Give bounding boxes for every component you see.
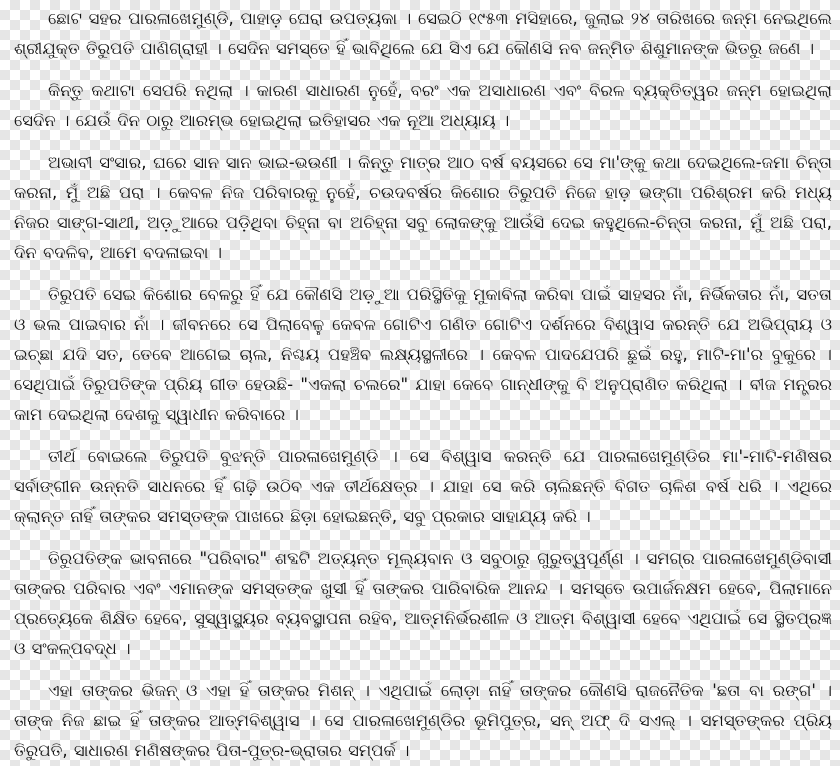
paragraph-4: ତିରୁପତି ସେଇ କିଶୋର ବେଳରୁ ହିଁ ଯେ କୌଣସି ଅଡ଼ୁଆ ପରିସ୍ଥିତିକୁ ମୁକାବିଲା କରିବା ପାଇଁ ସାହସର ନାଁ, ନିର୍ଭିକତାର ନାଁ, ସତତା ଓ ଭଲ ପାଇବାର ନାଁ । ଜୀବନରେ ସେ ପିଲାବେଳୁ କେବଳ ଗୋଟିଏ ଗଣିତ ଗୋଟିଏ ଦର୍ଶନରେ ବିଶ୍ୱାସ କରନ୍ତି ଯେ ଅଭିପ୍ରାୟ ଓ ଇଚ୍ଛା ଯଦି ସତ, ତେବେ ଆଗେଇ ଚାଲ, ନିଶ୍ଚୟ ପହଞ୍ଚିବ ଲକ୍ଷ୍ୟସ୍ଥଳୀରେ । କେବଳ ପାଦଯେପରି ଛୁଇଁ ରହୁ, ମାଟି-ମା'ର ବୁକୁରେ । ସେଥିପାଇଁ ତିରୁପତିଙ୍କ ପ୍ରିୟ ଗୀତ ହେଉଛି- "ଏକଲା ଚଲରେ" ଯାହା କେବେ ଗାନ୍ଧୀଙ୍କୁ ବି ଅନୁପ୍ରାଣିତ କରିଥିଲା । ବୀଜ ମନ୍ତ୍ରର କାମ ଦେଇଥିଲା ଦେଶକୁ ସ୍ୱାଧୀନ କରିବାରେ । xyxy=(14,285,832,424)
paragraph-7: ଏହା ତାଙ୍କର ଭିଜନ୍ ଓ ଏହା ହିଁ ତାଙ୍କର ମିଶନ୍ । ଏଥିପାଇଁ ଲୋଡ଼ା ନାହିଁ ତାଙ୍କର କୌଣସି ରାଜନୈତିକ 'ଛତା ବା ରଙ୍ଗ' । ତାଙ୍କ ନିଜ ଛାଇ ହିଁ ତାଙ୍କର ଆତ୍ମବିଶ୍ୱାସ । ସେ ପାରଳାଖେମୁଣ୍ଡିର ଭୂମିପୁତ୍ର, ସନ୍ ଅଫ୍ ଦି ସଏଲ୍ । ସମସ୍ତଙ୍କର ପ୍ରିୟ ତିରୁପତି, ସାଧାରଣ ମଣିଷଙ୍କର ପିତା-ପୁତ୍ର-ଭ୍ରାତାର ସମ୍ପର୍କ । xyxy=(14,681,832,760)
paragraph-5: ତୀର୍ଥ ବୋଇଲେ ତିରୁପତି ବୁଝନ୍ତି ପାରଳାଖେମୁଣ୍ଡି । ସେ ବିଶ୍ୱାସ କରନ୍ତି ଯେ ପାରଳାଖେମୁଣ୍ଡିର ମା'-ମାଟି-ମଣିଷର ସର୍ବାଙ୍ଗୀନ ଉନ୍ନତି ସାଧନରେ ହିଁ ଗଢ଼ି ଉଠିବ ଏକ ତୀର୍ଥକ୍ଷେତ୍ର । ଯାହା ସେ କରି ଚାଲିଛନ୍ତି ବିଗତ ଚାଳିଶ ବର୍ଷ ଧରି । ଏଥିରେ କ୍ଲାନ୍ତ ନାହିଁ ତାଙ୍କର ସମସ୍ତଙ୍କ ପାଖରେ ଛିଡ଼ା ହୋଇଛନ୍ତି, ସବୁ ପ୍ରକାର ସାହାଯ୍ୟ କରି । xyxy=(14,447,832,526)
paragraph-3: ଅଭାବୀ ସଂସାର, ଘରେ ସାନ ସାନ ଭାଇ-ଭଉଣୀ । କିନ୍ତୁ ମାତ୍ର ଆଠ ବର୍ଷ ବୟସରେ ସେ ମା'ଙ୍କୁ କଥା ଦେଇଥିଲେ-ଜମା ଚିନ୍ତା କରନା, ମୁଁ ଅଛି ପରା । କେବଳ ନିଜ ପରିବାରକୁ ନୁହେଁ, ଚଉଦବର୍ଷର କିଶୋର ତିରୁପତି ନିଜେ ହାଡ଼ ଭଙ୍ଗା ପରିଶ୍ରମ କରି ମଧ୍ୟ ନିଜର ସାଙ୍ଗ-ସାଥୀ, ଅଡ଼ୁଆରେ ପଡ଼ିଥିବା ଚିହ୍ନା ବା ଅଚିହ୍ନା ସବୁ ଲୋକଙ୍କୁ ଆଉଁସି ଦେଇ କହୁଥିଲେ-ଚିନ୍ତା କରନା, ମୁଁ ଅଛି ପରା, ଦିନ ବଦଳିବ, ଆମେ ବଦଳାଇବା । xyxy=(14,153,832,262)
paragraph-2: କିନ୍ତୁ କଥାଟା ସେପରି ନଥିଲା । କାରଣ ସାଧାରଣ ନୁହେଁ, ବରଂ ଏକ ଅସାଧାରଣ ଏବଂ ବିରଳ ବ୍ୟକ୍ତିତ୍ୱର ଜନ୍ମ ହୋଇଥିଲା ସେଦିନ । ଯେଉଁ ଦିନ ଠାରୁ ଆରମ୍ଭ ହୋଇଥିଲା ଇତିହାସର ଏକ ନୂଆ ଅଧ୍ୟାୟ । xyxy=(14,81,832,130)
paragraph-6: ତିରୁପତିଙ୍କ ଭାବନାରେ "ପରିବାର" ଶବ୍ଦଟି ଅତ୍ୟନ୍ତ ମୂଲ୍ୟବାନ ଓ ସବୁଠାରୁ ଗୁରୁତ୍ୱପୂର୍ଣ୍ଣ । ସମଗ୍ର ପାରଳାଖେମୁଣ୍ଡିବାସୀ ତାଙ୍କର ପରିବାର ଏବଂ ଏମାନଙ୍କ ସମସ୍ତଙ୍କ ଖୁସୀ ହିଁ ତାଙ୍କର ପାରିବାରିକ ଆନନ୍ଦ । ସମସ୍ତେ ଉପାର୍ଜନକ୍ଷମ ହେବେ, ପିଲାମାନେ ପ୍ରତ୍ୟେକେ ଶିକ୍ଷିତ ହେବେ, ସୁସ୍ୱାସ୍ଥ୍ୟର ବ୍ୟବସ୍ଥାପନା ରହିବ, ଆତ୍ମନିର୍ଭରଶୀଳ ଓ ଆତ୍ମ ବିଶ୍ୱାସୀ ହେବେ ଏଥିପାଇଁ ସେ ସ୍ଥିତପ୍ରଜ୍ଞ ଓ ସଂକଳ୍ପବଦ୍ଧ । xyxy=(14,549,832,658)
paragraph-1: ଛୋଟ ସହର ପାରଳାଖେମୁଣ୍ଡି, ପାହାଡ଼ ଘେରା ଉପତ୍ୟକା । ସେଇଠି ୧୯୫୩ ମସିହାରେ, ଜୁଲାଇ ୨୪ ତାରିଖରେ ଜନ୍ମ ନେଇଥିଲେ ଶ୍ରୀଯୁକ୍ତ ତିରୁପତି ପାଣିଗ୍ରାହୀ । ସେଦିନ ସମସ୍ତେ ହିଁ ଭାବିଥିଲେ ଯେ ସିଏ ଯେ କୌଣସି ନବ ଜନ୍ମିତ ଶିଶୁମାନଙ୍କ ଭିତରୁ ଜଣେ । xyxy=(14,9,832,58)
